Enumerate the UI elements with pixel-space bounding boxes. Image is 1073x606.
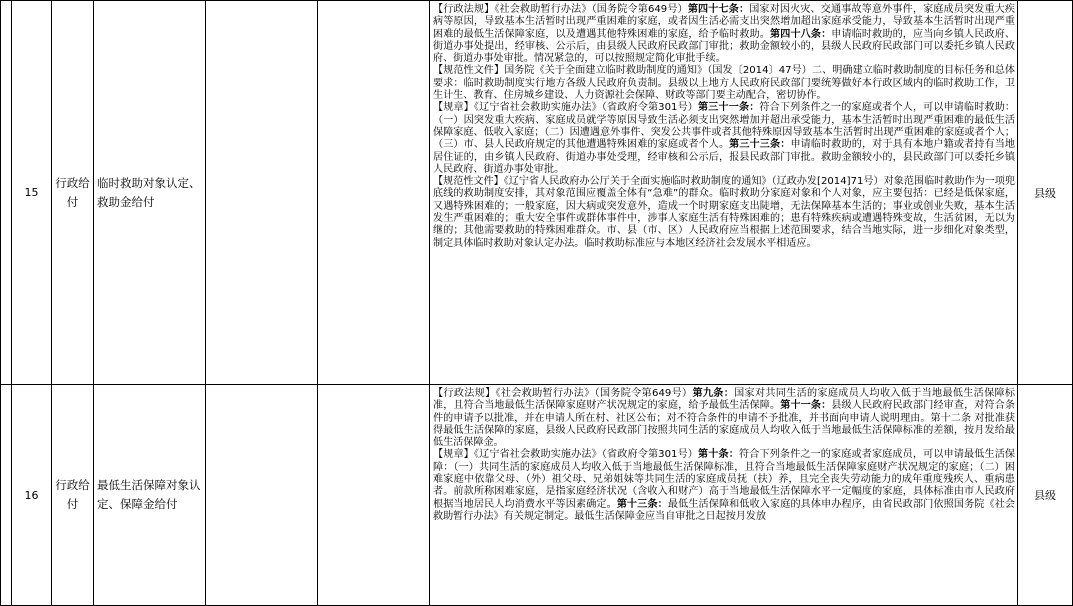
item-name-cell: 临时救助对象认定、救助金给付	[94, 1, 206, 385]
category-cell: 行政给付	[52, 1, 94, 385]
level-cell: 县级	[1018, 385, 1073, 606]
empty-cell	[206, 1, 318, 385]
empty-cell	[206, 385, 318, 606]
level-cell: 县级	[1018, 1, 1073, 385]
basis-paragraph: 【规范性文件】《辽宁省人民政府办公厅关于全面实施临时救助制度的通知》（辽政办发[2014]71号）对象范围临时救助作为一项兜底线的救助制度安排，其对象范围应覆盖全体有“急难”的群众。临时救助分家庭对象和个人对象，应主要包括：已经是低保家庭，又遇特殊困难的；一般家庭，因大病或突发意外，造成一个时期家庭支出陡增，无法保障基本生活的；事业或创业失败，基本生活发生严重困难的；重大安全事件或群体事件中，涉事人家庭生活有特殊困难的；患有特殊疾病或遭遇特殊变故，生活贫困，无以为继的；其他需要救助的特殊困难群众。市、县（市、区）人民政府应当根据上述范围要求，结合当地实际，进一步细化对象类型，制定具体临时救助对象认定办法。临时救助标准应与本地区经济社会发展水平相适应。	[433, 176, 1016, 249]
legal-basis-cell	[430, 1, 1018, 385]
empty-cell	[318, 1, 430, 385]
blank-cell	[1, 1, 12, 385]
basis-paragraph: 【行政法规】《社会救助暂行办法》（国务院令第649号）第四十七条：国家对因火灾、交通事故等意外事件，家庭成员突发重大疾病等原因，导致基本生活暂时出现严重困难的家庭，或者因生活必需支出突然增加超出家庭承受能力，导致基本生活暂时出现严重困难的最低生活保障家庭，以及遭遇其他特殊困难的家庭，给予临时救助。第四十八条：申请临时救助的，应当向乡镇人民政府、街道办事处提出，经审核、公示后，由县级人民政府民政部门审批；救助金额较小的，县级人民政府民政部门可以委托乡镇人民政府、街道办事处审批。情况紧急的，可以按照规定简化审批手续。	[433, 4, 1016, 65]
item-name-cell: 最低生活保障对象认定、保障金给付	[94, 385, 206, 606]
basis-paragraph: 【行政法规】《社会救助暂行办法》（国务院令第649号）第九条：国家对共同生活的家庭成员人均收入低于当地最低生活保障标准，且符合当地最低生活保障家庭财产状况规定的家庭，给予最低生活保障。第十一条：县级人民政府民政部门经审查，对符合条件的申请予以批准，并在申请人所在村、社区公布；对不符合条件的申请不予批准，并书面向申请人说明理由。第十二条 对批准获得最低生活保障的家庭，县级人民政府民政部门按照共同生活的家庭成员人均收入低于当地最低生活保障标准的差额，按月发给最低生活保障金。	[433, 388, 1016, 449]
row-number: 15	[12, 1, 52, 385]
basis-paragraph: 【规范性文件】国务院《关于全面建立临时救助制度的通知》（国发〔2014〕47号）二、明确建立临时救助制度的目标任务和总体要求：临时救助制度实行地方各级人民政府负责制。县级以上地方人民政府民政部门要统筹做好本行政区域内的临时救助工作，卫生计生、教育、住房城乡建设、人力资源社会保障、财政等部门要主动配合，密切协作。	[433, 65, 1016, 102]
empty-cell	[318, 385, 430, 606]
table-row	[1, 385, 1073, 606]
table-row	[1, 1, 1073, 385]
blank-cell	[1, 385, 12, 606]
row-number: 16	[12, 385, 52, 606]
basis-paragraph: 【规章】《辽宁省社会救助实施办法》（省政府令第301号）第十条：符合下列条件之一的家庭或者家庭成员，可以申请最低生活保障：（一）共同生活的家庭成员人均收入低于当地最低生活保障标准，且符合当地最低生活保障家庭财产状况规定的家庭；（二）困难家庭中依靠父母、（外）祖父母、兄弟姐妹等共同生活的家庭成员抚（扶）养，且完全丧失劳动能力的成年重度残疾人、重病患者。前款所称困难家庭，是指家庭经济状况（含收入和财产）高于当地最低生活保障水平一定幅度的家庭，具体标准由市人民政府根据当地居民人均消费水平等因素确定。第十三条：最低生活保障和低收入家庭的具体申办程序，由省民政部门依照国务院《社会救助暂行办法》有关规定制定。最低生活保障金应当自审批之日起按月发放	[433, 449, 1016, 522]
legal-basis-cell	[430, 385, 1018, 606]
category-cell: 行政给付	[52, 385, 94, 606]
basis-paragraph: 【规章】《辽宁省社会救助实施办法》（省政府令第301号）第三十一条：符合下列条件之一的家庭或者个人，可以申请临时救助：（一）因突发重大疾病、家庭成员就学等原因导致生活必须支出突然增加并超出承受能力，基本生活暂时出现严重困难的最低生活保障家庭、低收入家庭；（二）因遭遇意外事件、突发公共事件或者其他特殊原因导致基本生活暂时出现严重困难的家庭或者个人；（三）市、县人民政府规定的其他遭遇特殊困难的家庭或者个人。第三十三条：申请临时救助的，对于具有本地户籍或者持有当地居住证的，由乡镇人民政府、街道办事处受理，经审核和公示后，报县民政部门审批。救助金额较小的，县民政部门可以委托乡镇人民政府、街道办事处审批。	[433, 102, 1016, 175]
